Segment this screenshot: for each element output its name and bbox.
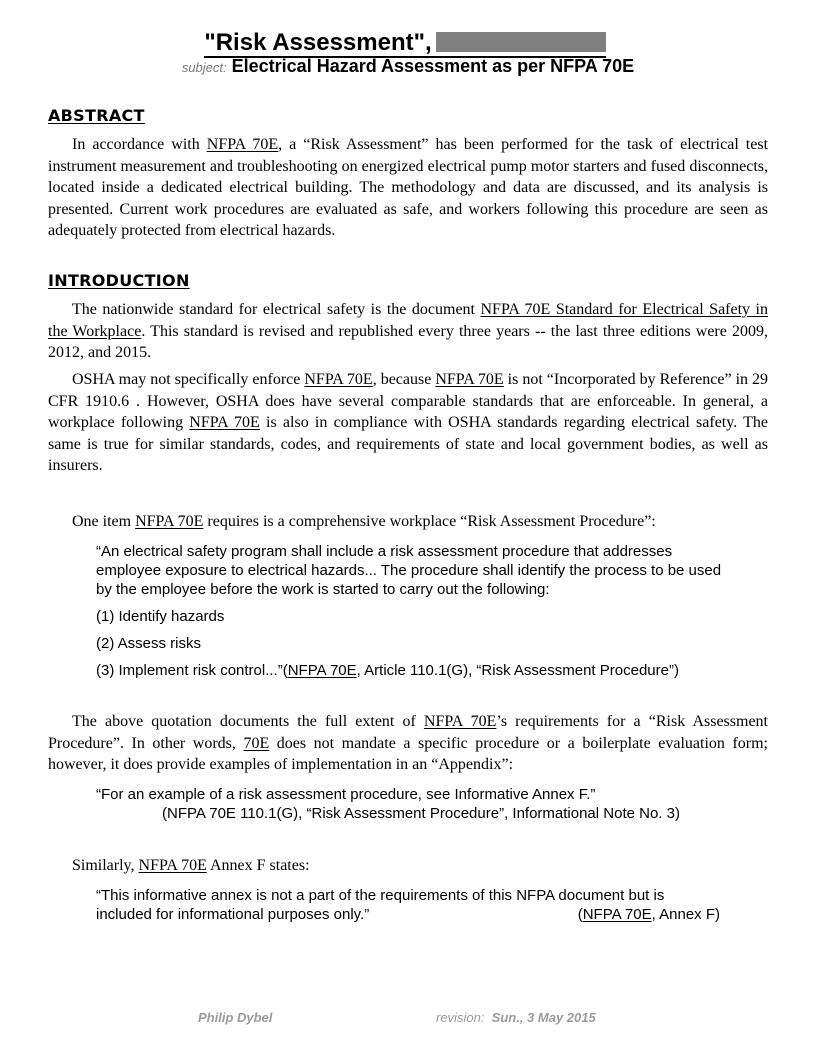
text: One item bbox=[72, 513, 136, 530]
text: does not mandate a specific procedure or a boilerplate evaluation form; however, it does provide examples of implementation in an “Appendix”: bbox=[48, 734, 769, 773]
list-item: (2) Assess risks bbox=[96, 635, 202, 652]
text: In accordance with bbox=[72, 136, 207, 153]
quote-line: “This informative annex is not a part of the requirements of this NFPA document but is bbox=[96, 887, 665, 904]
text: Similarly, bbox=[72, 857, 139, 874]
quote-annex-f bbox=[96, 886, 720, 924]
nfpa-link[interactable]: NFPA 70E bbox=[138, 857, 207, 874]
intro-paragraph-3 bbox=[72, 511, 768, 533]
subject-line bbox=[0, 55, 816, 79]
list-item bbox=[96, 661, 726, 680]
text: . This standard is revised and republished every three years -- the last three editions were 2009, 2012, and 2015. bbox=[48, 322, 769, 361]
nfpa-link[interactable]: NFPA 70E bbox=[304, 371, 373, 388]
nfpa-link[interactable]: NFPA 70E bbox=[582, 906, 652, 923]
text: is not “Incorporated by Reference” in 29 CFR 1910.6 . However, OSHA does have several comparable standards that are enforceable. In general, a workplace following bbox=[48, 371, 769, 431]
document-title bbox=[0, 28, 816, 58]
text: ( bbox=[577, 906, 583, 923]
quote-risk-assessment bbox=[96, 542, 726, 680]
nfpa-link[interactable]: NFPA 70E bbox=[423, 713, 497, 730]
footer-revision bbox=[436, 1010, 596, 1025]
text: , Annex F) bbox=[651, 906, 720, 923]
nfpa-link[interactable]: NFPA 70E bbox=[206, 136, 279, 153]
footer-author bbox=[198, 1010, 272, 1025]
nfpa-link[interactable]: NFPA 70E bbox=[435, 371, 504, 388]
intro-paragraph-5 bbox=[72, 855, 768, 877]
text: (3) Implement risk control...”( bbox=[96, 662, 288, 679]
nfpa-standard-link[interactable]: NFPA 70E Standard for Electrical Safety in the Workplace bbox=[48, 301, 768, 340]
revision-label: revision: bbox=[436, 1010, 485, 1025]
text: The nationwide standard for electrical safety is the document bbox=[72, 301, 481, 318]
text: Annex F states: bbox=[206, 857, 310, 874]
subject-text: Electrical Hazard Assessment as per NFPA 70E bbox=[231, 56, 635, 76]
text: OSHA may not specifically enforce bbox=[72, 371, 305, 388]
70e-link[interactable]: 70E bbox=[243, 734, 270, 752]
introduction-heading: INTRODUCTION bbox=[48, 271, 190, 290]
intro-paragraph-2 bbox=[48, 369, 768, 477]
abstract-heading: ABSTRACT bbox=[48, 106, 145, 125]
quote-annex-reference bbox=[96, 785, 726, 823]
subject-label: subject: bbox=[181, 60, 227, 75]
author-name: Philip Dybel bbox=[198, 1010, 273, 1025]
nfpa-link[interactable]: NFPA 70E bbox=[135, 513, 204, 530]
nfpa-link[interactable]: NFPA 70E bbox=[189, 414, 260, 431]
title-underlined bbox=[204, 30, 605, 58]
quote-text: “An electrical safety program shall include a risk assessment procedure that addresses employee exposure to electrical hazards... The procedure shall identify the process to be used by the employee before the work is started to carry out the following: bbox=[96, 543, 722, 598]
text: , Article 110.1(G), “Risk Assessment Procedure”) bbox=[356, 662, 679, 679]
text: The above quotation documents the full extent of bbox=[72, 713, 424, 730]
list-item: (1) Identify hazards bbox=[96, 608, 225, 625]
abstract-paragraph bbox=[48, 134, 768, 242]
text: , because bbox=[372, 371, 436, 388]
text: requires is a comprehensive workplace “Risk Assessment Procedure”: bbox=[203, 513, 656, 530]
quote-line: “For an example of a risk assessment procedure, see Informative Annex F.” bbox=[96, 786, 596, 803]
text: , a “Risk Assessment” has been performed for the task of electrical test instrument measurement and troubleshooting on energized electrical pump motor starters and fused disconnects, located inside a dedicated electrical building. The methodology and data are discussed, and its analysis is presented. Current work procedures are evaluated as safe, and workers following this procedure are seen as adequately protected from electrical hazards. bbox=[48, 136, 769, 239]
redacted-block bbox=[436, 32, 606, 52]
intro-paragraph-4 bbox=[48, 711, 768, 776]
text: ’s requirements for a “Risk Assessment Procedure”. In other words, bbox=[48, 713, 769, 752]
quote-citation bbox=[578, 905, 720, 924]
title-text: "Risk Assessment", bbox=[204, 29, 432, 56]
text: is also in compliance with OSHA standards regarding electrical safety. The same is true for similar standards, codes, and requirements of state and local government bodies, as well as insurers. bbox=[48, 414, 769, 474]
text: included for informational purposes only.” bbox=[96, 906, 370, 923]
intro-paragraph-1 bbox=[48, 299, 768, 364]
nfpa-link[interactable]: NFPA 70E bbox=[287, 662, 357, 679]
quote-citation: (NFPA 70E 110.1(G), “Risk Assessment Procedure”, Informational Note No. 3) bbox=[162, 805, 680, 822]
revision-date: Sun., 3 May 2015 bbox=[491, 1010, 596, 1025]
quote-line-2 bbox=[96, 905, 720, 924]
